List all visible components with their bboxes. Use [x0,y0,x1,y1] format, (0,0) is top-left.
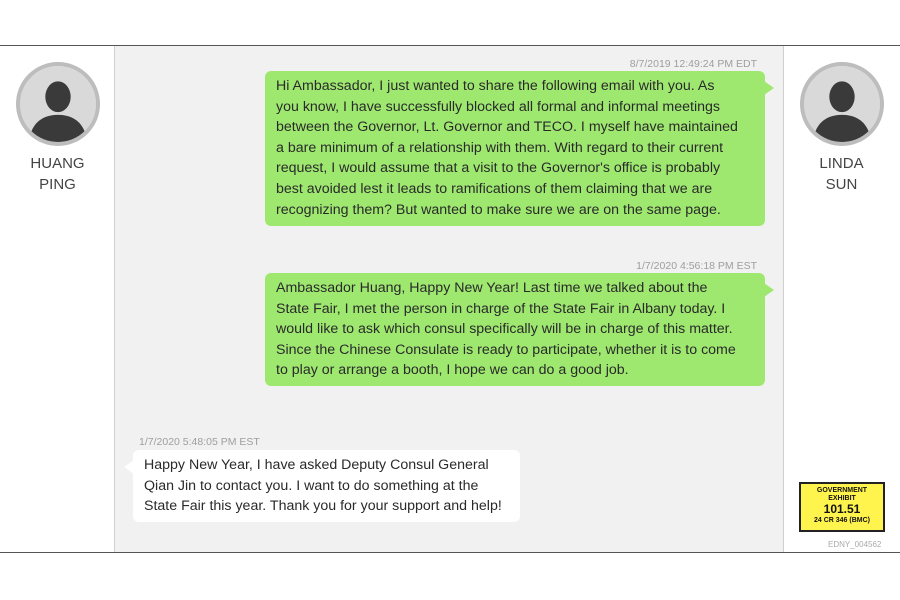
incoming-message-bubble [133,450,520,522]
person-silhouette-icon [800,62,884,146]
message-exhibit-frame [0,45,900,553]
bubble-tail [124,460,134,474]
message-text: Hi Ambassador, I just wanted to share the following email with you. As you know, I have successfully blocked all formal and informal meetings between the Governor, Lt. Governor and TECO. I myself have maintained a bare minimum of a relationship with them. With regard to their current request, I would assume that a visit to the Governor's office is probably best avoided lest it leads to ramifications of them claiming that we are recognizing them? But wanted to make sure we are on the same page. [276,78,738,218]
message-timestamp: 8/7/2019 12:49:24 PM EDT [629,58,757,70]
right-participant-panel [783,46,900,552]
bubble-tail [764,283,774,297]
message-text: Happy New Year, I have asked Deputy Consul General Qian Jin to contact you. I want to do something at the State Fair this year. Thank you for your support and help! [144,457,502,515]
bubble-tail [764,81,774,95]
left-name-line1: HUANG [30,155,85,172]
message-text: Ambassador Huang, Happy New Year! Last time we talked about the State Fair, I met the person in charge of the State Fair in Albany today. I would like to ask which consul specifically will be in charge of this matter. Since the Chinese Consulate is ready to participate, whether it is to come to play or arrange a booth, I hope we can do a good job. [276,280,736,379]
exhibit-line1: GOVERNMENT [816,487,868,494]
right-name-line2: SUN [825,176,858,193]
exhibit-case-number: 24 CR 346 (BMC) [813,517,870,524]
right-name-line1: LINDA [819,155,864,172]
outgoing-message-bubble [265,273,765,386]
left-participant-panel [0,46,115,552]
exhibit-line2: EXHIBIT [828,495,856,502]
exhibit-number: 101.51 [823,502,861,516]
outgoing-message-bubble [265,71,765,226]
bates-number: EDNY_004562 [828,540,882,549]
left-participant-name [0,153,115,195]
right-participant-name [784,153,899,195]
left-name-line2: PING [39,176,76,193]
message-timestamp: 1/7/2020 5:48:05 PM EST [139,436,260,448]
conversation-area [115,46,783,552]
message-timestamp: 1/7/2020 4:56:18 PM EST [636,260,757,272]
person-silhouette-icon [16,62,100,146]
government-exhibit-sticker [799,482,885,532]
